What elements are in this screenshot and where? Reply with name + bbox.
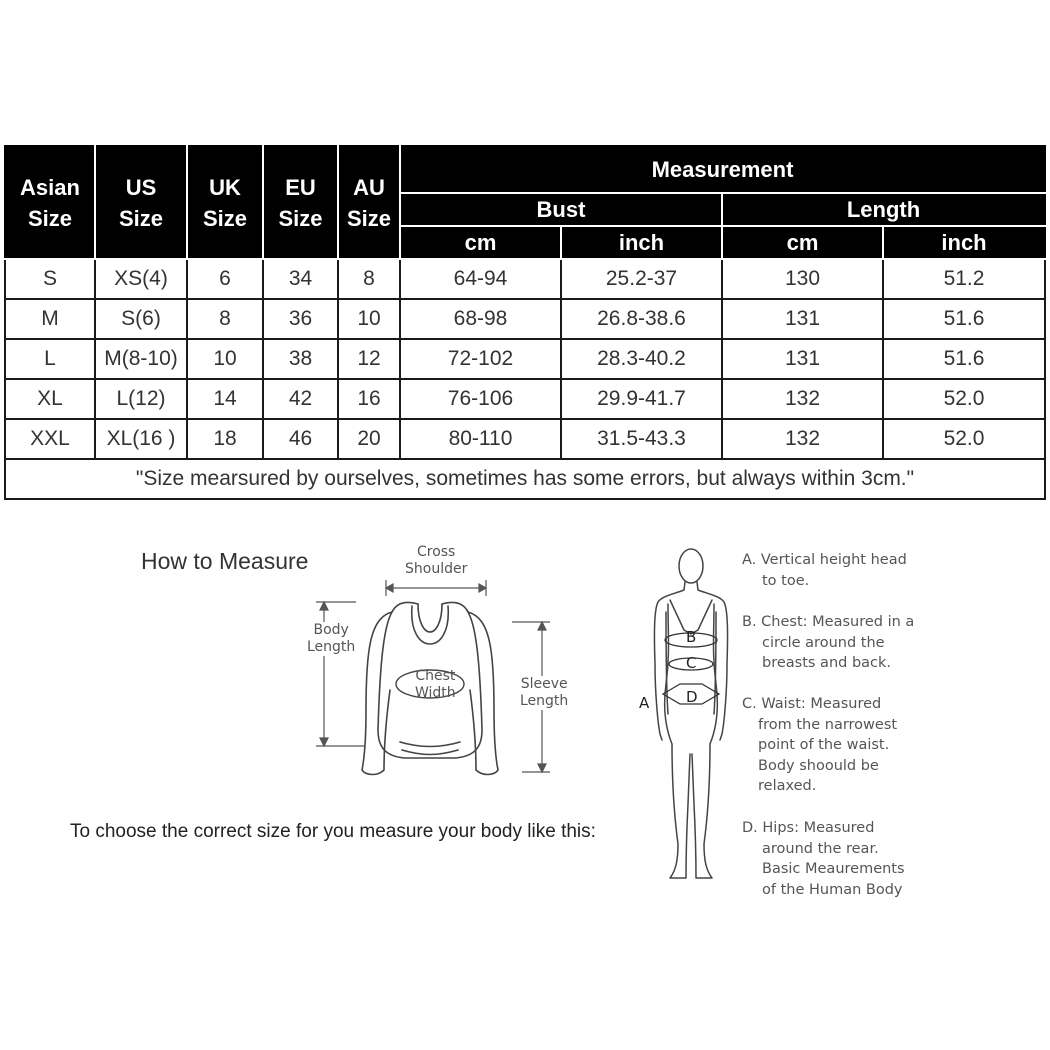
- chest-width-label: [415, 668, 456, 702]
- note-line: Basic Meaurements: [762, 861, 905, 877]
- cell-bust-inch: 25.2-37: [561, 259, 722, 299]
- header-label: Size: [202, 205, 248, 231]
- header-bust-cm: cm: [400, 226, 561, 259]
- note-line: A. Vertical height head: [742, 552, 907, 568]
- note-line: circle around the: [762, 634, 885, 651]
- cell-asian-size: L: [5, 339, 95, 379]
- cell-eu-size: 42: [263, 379, 338, 419]
- header-label: UK: [209, 174, 241, 200]
- note-line: breasts and back.: [762, 655, 892, 671]
- table-body: [5, 259, 1045, 499]
- body-letter-d: D: [686, 688, 698, 706]
- table-row: [5, 299, 1045, 339]
- body-length-label: [307, 622, 355, 656]
- body-letter-c: C: [686, 654, 697, 672]
- cell-au-size: 8: [338, 259, 400, 299]
- header-label: US: [125, 174, 157, 200]
- cell-bust-inch: 31.5-43.3: [561, 419, 722, 459]
- size-note: "Size mearsured by ourselves, sometimes has some errors, but always within 3cm.": [5, 459, 1045, 499]
- cell-us-size: L(12): [95, 379, 187, 419]
- note-line: D. Hips: Measured: [742, 820, 875, 836]
- cell-bust-inch: 29.9-41.7: [561, 379, 722, 419]
- cell-length-cm: 132: [722, 379, 883, 419]
- cell-length-inch: 51.6: [883, 339, 1045, 379]
- cell-au-size: 20: [338, 419, 400, 459]
- cell-eu-size: 46: [263, 419, 338, 459]
- cell-asian-size: S: [5, 259, 95, 299]
- label-line: Sleeve: [520, 676, 568, 692]
- cell-us-size: S(6): [95, 299, 187, 339]
- header-uk-size: [187, 146, 263, 259]
- cell-eu-size: 36: [263, 299, 338, 339]
- label-line: Body: [313, 622, 349, 638]
- how-to-measure-title: How to Measure: [141, 548, 309, 574]
- header-au-size: [338, 146, 400, 259]
- note-line: of the Human Body: [762, 881, 903, 898]
- cell-length-cm: 131: [722, 299, 883, 339]
- cell-au-size: 16: [338, 379, 400, 419]
- label-line: Length: [307, 639, 356, 655]
- cell-bust-cm: 64-94: [400, 259, 561, 299]
- label-line: Length: [520, 693, 569, 709]
- cell-uk-size: 8: [187, 299, 263, 339]
- cell-uk-size: 14: [187, 379, 263, 419]
- header-label: Size: [346, 205, 392, 231]
- label-line: Shoulder: [405, 561, 468, 577]
- note-line: from the narrowest: [758, 716, 898, 733]
- header-bust-inch: inch: [561, 226, 722, 259]
- cell-bust-cm: 72-102: [400, 339, 561, 379]
- header-length: Length: [722, 193, 1045, 226]
- size-chart-table: [4, 145, 1046, 500]
- body-letter-b: B: [686, 628, 697, 646]
- header-label: Size: [278, 205, 323, 231]
- header-us-size: [95, 146, 187, 259]
- label-line: Cross: [416, 544, 456, 560]
- cell-length-cm: 131: [722, 339, 883, 379]
- note-line: point of the waist.: [758, 737, 890, 753]
- cell-bust-cm: 68-98: [400, 299, 561, 339]
- header-label: Size: [27, 205, 73, 231]
- header-measurement: Measurement: [400, 146, 1045, 193]
- note-d: [742, 818, 905, 900]
- note-line: Body shoould be: [758, 757, 879, 774]
- table-row: [5, 259, 1045, 299]
- note-a: [742, 550, 907, 591]
- header-length-inch: inch: [883, 226, 1045, 259]
- note-c: [742, 694, 897, 797]
- cell-eu-size: 38: [263, 339, 338, 379]
- cell-eu-size: 34: [263, 259, 338, 299]
- note-line: B. Chest: Measured in a: [742, 614, 915, 630]
- cell-length-cm: 132: [722, 419, 883, 459]
- cell-us-size: XL(16 ): [95, 419, 187, 459]
- cell-length-inch: 51.2: [883, 259, 1045, 299]
- cell-bust-cm: 76-106: [400, 379, 561, 419]
- cell-length-cm: 130: [722, 259, 883, 299]
- table-row: [5, 379, 1045, 419]
- cell-asian-size: M: [5, 299, 95, 339]
- note-line: C. Waist: Measured: [742, 696, 882, 712]
- cell-bust-cm: 80-110: [400, 419, 561, 459]
- cell-length-inch: 52.0: [883, 379, 1045, 419]
- table-row: [5, 419, 1045, 459]
- table-row: [5, 339, 1045, 379]
- cell-length-inch: 51.6: [883, 299, 1045, 339]
- header-bust: Bust: [400, 193, 722, 226]
- header-label: Asian: [20, 174, 80, 200]
- header-eu-size: [263, 146, 338, 259]
- cell-length-inch: 52.0: [883, 419, 1045, 459]
- table-header: [5, 146, 1045, 259]
- cell-uk-size: 18: [187, 419, 263, 459]
- note-line: relaxed.: [758, 778, 817, 794]
- note-line: around the rear.: [762, 840, 879, 857]
- cell-au-size: 12: [338, 339, 400, 379]
- cell-uk-size: 10: [187, 339, 263, 379]
- label-line: Width: [415, 685, 456, 701]
- cell-uk-size: 6: [187, 259, 263, 299]
- cell-us-size: XS(4): [95, 259, 187, 299]
- cell-us-size: M(8-10): [95, 339, 187, 379]
- header-label: Size: [118, 205, 164, 231]
- header-length-cm: cm: [722, 226, 883, 259]
- sleeve-length-label: [520, 676, 568, 710]
- header-label: EU: [285, 174, 316, 200]
- header-asian-size: [5, 146, 95, 259]
- cell-asian-size: XL: [5, 379, 95, 419]
- body-letter-a: A: [639, 694, 650, 712]
- note-line: to toe.: [762, 572, 810, 589]
- header-label: AU: [353, 174, 385, 200]
- cell-bust-inch: 28.3-40.2: [561, 339, 722, 379]
- body-figure-diagram: [640, 544, 740, 888]
- note-b: [742, 612, 914, 674]
- cell-asian-size: XXL: [5, 419, 95, 459]
- cell-bust-inch: 26.8-38.6: [561, 299, 722, 339]
- label-line: Chest: [415, 668, 456, 684]
- measure-instruction: To choose the correct size for you measure your body like this:: [70, 821, 596, 842]
- cross-shoulder-label: [405, 544, 467, 578]
- cell-au-size: 10: [338, 299, 400, 339]
